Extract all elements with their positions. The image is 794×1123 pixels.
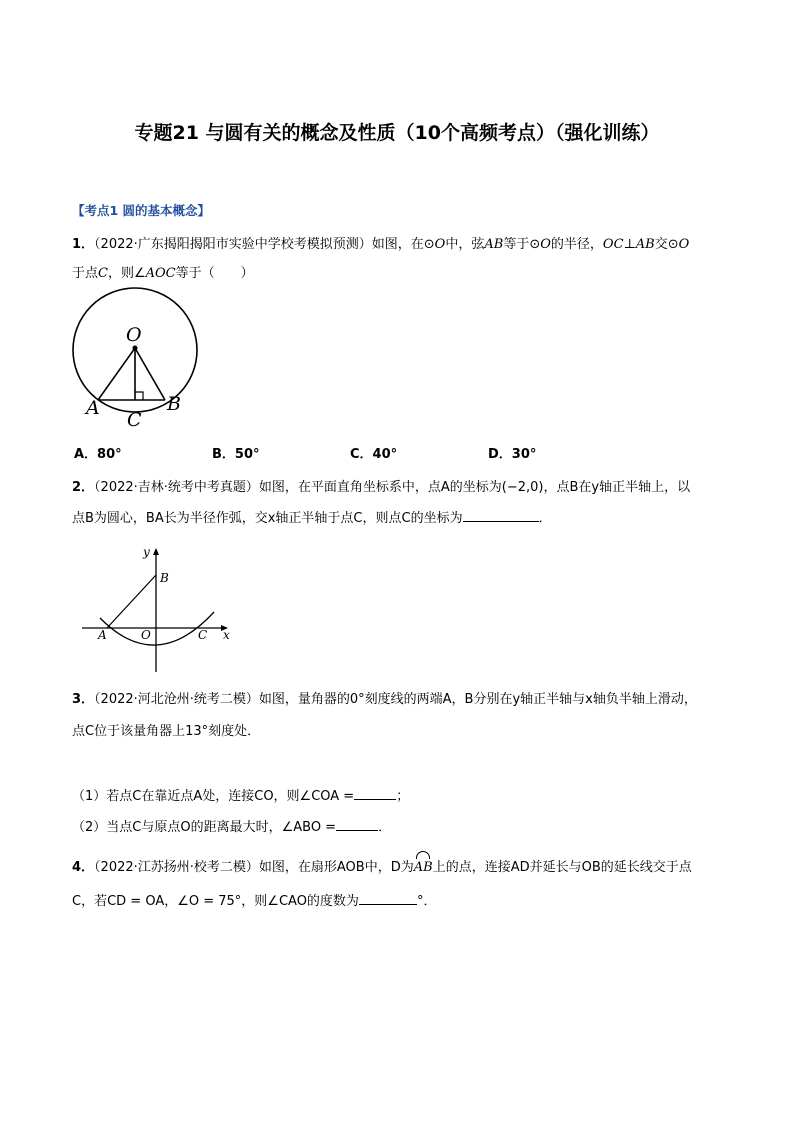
q1-option-b: B．50° [212,447,260,462]
q3-sub2 [72,816,391,835]
q1-option-c: C．40° [350,447,398,462]
q1-number: 1． [72,237,95,252]
answer-blank[interactable] [354,788,396,800]
q3-number: 3． [72,692,95,707]
q1-figure [66,285,206,435]
q4-text: 上的点，连接AD并延长与OB的延长线交于点 [432,860,692,875]
section-heading: 【考点1 圆的基本概念】 [72,203,211,218]
q1-var: O [540,237,551,252]
label-b: B [160,571,169,585]
page-title: 专题21 与圆有关的概念及性质（10个高频考点）（强化训练） [134,122,660,144]
label-a: A [98,628,107,642]
answer-blank[interactable] [336,819,378,831]
q3-line2 [72,720,260,739]
q2-line1 [72,476,690,495]
q3-sub1 [72,785,409,804]
q1-line1 [72,233,689,252]
arc-ab-symbol [414,860,433,875]
q4-number: 4． [72,860,95,875]
q1-line2 [72,262,254,281]
q2-text: ． [538,511,552,526]
q1-var: AOC [145,266,176,281]
answer-blank[interactable] [359,893,417,905]
q1-option-a: A．80° [74,447,122,462]
q1-text: 中，弦 [445,237,485,252]
q3-sub2-text: （2）当点C与原点O的距离最大时，∠ABO = [72,820,337,835]
arc-mark-icon [416,851,430,859]
q1-var: OC⊥AB [602,237,655,252]
label-o: O [126,324,142,346]
q4-text: C，若CD = OA，∠O = 75°，则∠CAO的度数为 [72,894,359,909]
q3-text: ； [396,789,410,804]
label-c: C [127,409,142,431]
q1-text: 于点 [72,266,99,281]
q3-text: ． [378,820,392,835]
q4-text: （2022·江苏扬州·校考二模）如图，在扇形AOB中，D为 [94,860,414,875]
q1-source: （2022·广东揭阳揭阳市实验中学校考模拟预测） [94,237,372,252]
q4-var: AB [413,860,433,875]
label-b: B [167,393,181,415]
q1-text: 的半径， [550,237,603,252]
q1-var: C [98,266,108,281]
q4-line2 [72,890,436,909]
q1-var: AB [484,237,504,252]
center-dot [133,346,138,351]
q4-text: °． [416,894,437,909]
q1-text: 等于（ ） [175,266,254,281]
q2-figure [78,540,238,675]
q1-var: O [678,237,690,252]
y-axis-arrow [153,548,159,555]
label-x: x [223,628,230,642]
answer-blank[interactable] [463,510,539,522]
q1-text: 如图，在⊙ [371,237,435,252]
right-angle-mark [135,392,143,400]
q3-line1 [72,688,697,707]
q1-option-d: D．30° [488,447,537,462]
label-a: A [86,397,100,419]
segment-oa [98,348,135,400]
q3-sub1-text: （1）若点C在靠近点A处，连接CO，则∠COA = [72,789,355,804]
q4-line1 [72,856,692,875]
label-c: C [198,628,208,642]
q2-text: 点B为圆心，BA长为半径作弧，交x轴正半轴于点C，则点C的坐标为 [72,511,463,526]
label-y: y [143,545,150,559]
q2-text: （2022·吉林·统考中考真题）如图，在平面直角坐标系中，点A的坐标为(−2,0)，点B在y轴正半轴上，以 [94,480,691,495]
label-o: O [141,628,151,642]
q1-text: ，则∠ [107,266,146,281]
q2-number: 2． [72,480,95,495]
q1-text: 交⊙ [654,237,679,252]
q2-line2 [72,507,552,526]
segment-ba [107,575,156,628]
q3-text: 点C位于该量角器上13°刻度处． [72,724,261,739]
q1-text: 等于⊙ [503,237,541,252]
q1-var: O [434,237,446,252]
q3-text: （2022·河北沧州·统考二模）如图，量角器的0°刻度线的两端A，B分别在y轴正半轴与x轴负半轴上滑动， [94,692,697,707]
